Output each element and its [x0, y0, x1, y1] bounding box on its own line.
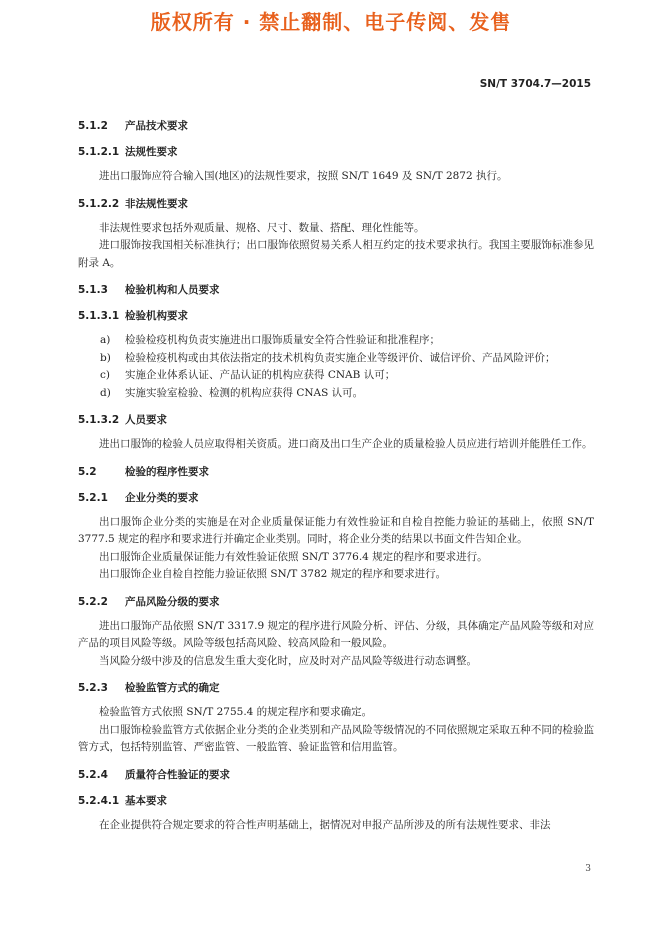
list-marker: a) [100, 334, 111, 346]
section-number: 5.2.3 [78, 682, 108, 694]
section-number: 5.2.2 [78, 595, 108, 608]
spacer [78, 186, 594, 196]
section-heading [78, 767, 594, 783]
spacer [78, 324, 594, 332]
spacer [78, 160, 594, 168]
spacer [78, 272, 594, 282]
section-heading [78, 308, 594, 324]
paragraph: 进出口服饰的检验人员应取得相关资质。进口商及出口生产企业的质量检验人员应进行培训并能胜任工作。 [99, 438, 593, 450]
list-item-text: 检验检疫机构或由其依法指定的技术机构负责实施企业等级评价、诚信评价、产品风险评价； [125, 351, 556, 364]
list-item [78, 332, 594, 350]
section-number: 5.1.2.1 [78, 146, 120, 158]
list-item-text: 检验检疫机构负责实施进出口服饰质量安全符合性验证和批准程序； [125, 334, 440, 346]
section-number: 5.1.2 [78, 120, 108, 132]
paragraph: 在企业提供符合规定要求的符合性声明基础上，据情况对申报产品所涉及的所有法规性要求、非法 [99, 818, 551, 831]
section-heading [78, 282, 594, 298]
section-heading [78, 490, 594, 506]
page-number: 3 [585, 864, 591, 874]
section-title: 法规性要求 [125, 146, 178, 158]
section-title: 质量符合性验证的要求 [125, 768, 230, 781]
list-item [78, 385, 594, 403]
document-body [78, 118, 594, 834]
section-title: 检验机构要求 [125, 310, 188, 322]
section-heading [78, 412, 594, 428]
paragraph: 出口服饰检验监管方式依据企业分类的企业类别和产品风险等级情况的不同依照规定采取五种不同的检验监管方式，包括特别监管、严密监管、一般监管、验证监管和信用监管。 [78, 723, 594, 753]
paragraph: 出口服饰企业质量保证能力有效性验证依照 SN/T 3776.4 规定的程序和要求进行。 [99, 550, 488, 563]
section-title: 产品技术要求 [125, 120, 188, 132]
section-heading [78, 144, 594, 160]
section-heading [78, 680, 594, 696]
section-title: 检验监管方式的确定 [125, 682, 220, 694]
spacer [78, 506, 594, 514]
section-number: 5.2 [78, 465, 97, 478]
section-heading [78, 196, 594, 212]
paragraph: 进出口服饰应符合输入国(地区)的法规性要求，按照 SN/T 1649 及 SN/T 2872 执行。 [99, 170, 508, 182]
paragraph: 进口服饰按我国相关标准执行；出口服饰依照贸易关系人相互约定的技术要求执行。我国主要服饰标准参见附录 A。 [78, 239, 594, 269]
paragraph: 当风险分级中涉及的信息发生重大变化时，应及时对产品风险等级进行动态调整。 [99, 654, 477, 667]
section-heading [78, 118, 594, 134]
spacer [78, 670, 594, 680]
paragraph: 出口服饰企业分类的实施是在对企业质量保证能力有效性验证和自检自控能力验证的基础上，依照 SN/T 3777.5 规定的程序和要求进行并确定企业类别。同时，将企业分类的结果以书面文件告知企业。 [78, 515, 594, 545]
spacer [78, 610, 594, 618]
section-heading [78, 464, 594, 480]
section-number: 5.1.3.1 [78, 310, 120, 322]
paragraph: 检验监管方式依照 SN/T 2755.4 的规定程序和要求确定。 [99, 706, 373, 718]
section-number: 5.1.2.2 [78, 197, 120, 210]
paragraph: 出口服饰企业自检自控能力验证依照 SN/T 3782 规定的程序和要求进行。 [99, 568, 447, 580]
spacer [78, 428, 594, 436]
spacer [78, 809, 594, 817]
paragraph: 进出口服饰产品依照 SN/T 3317.9 规定的程序进行风险分析、评估、分级，具体确定产品风险等级和对应产品的项目风险等级。风险等级包括高风险、较高风险和一般风险。 [78, 619, 594, 649]
watermark-banner: 版权所有 · 禁止翻制、电子传阅、发售 [150, 10, 512, 34]
list-marker: d) [100, 386, 111, 399]
section-number: 5.2.4 [78, 768, 108, 781]
standard-code: SN/T 3704.7—2015 [479, 78, 591, 90]
spacer [78, 757, 594, 767]
section-title: 非法规性要求 [125, 197, 188, 210]
spacer [78, 696, 594, 704]
section-title: 检验机构和人员要求 [125, 284, 220, 296]
section-heading [78, 793, 594, 809]
section-number: 5.2.1 [78, 491, 108, 504]
spacer [78, 298, 594, 308]
list-item-text: 实施实验室检验、检测的机构应获得 CNAS 认可。 [125, 386, 364, 399]
section-heading [78, 594, 594, 610]
spacer [78, 212, 594, 220]
section-number: 5.1.3 [78, 284, 108, 296]
section-title: 检验的程序性要求 [125, 465, 209, 478]
list-item [78, 367, 594, 385]
spacer [78, 480, 594, 490]
spacer [78, 783, 594, 793]
section-title: 人员要求 [125, 414, 167, 426]
section-number: 5.1.3.2 [78, 414, 120, 426]
list-marker: b) [100, 351, 111, 364]
section-title: 企业分类的要求 [125, 491, 199, 504]
spacer [78, 134, 594, 144]
section-title: 基本要求 [125, 794, 167, 807]
spacer [78, 454, 594, 464]
section-number: 5.2.4.1 [78, 794, 120, 807]
list-item-text: 实施企业体系认证、产品认证的机构应获得 CNAB 认可； [125, 369, 396, 381]
paragraph: 非法规性要求包括外观质量、规格、尺寸、数量、搭配、理化性能等。 [99, 221, 425, 234]
list-marker: c) [100, 369, 110, 381]
spacer [78, 402, 594, 412]
list-item [78, 350, 594, 368]
section-title: 产品风险分级的要求 [125, 595, 220, 608]
spacer [78, 584, 594, 594]
